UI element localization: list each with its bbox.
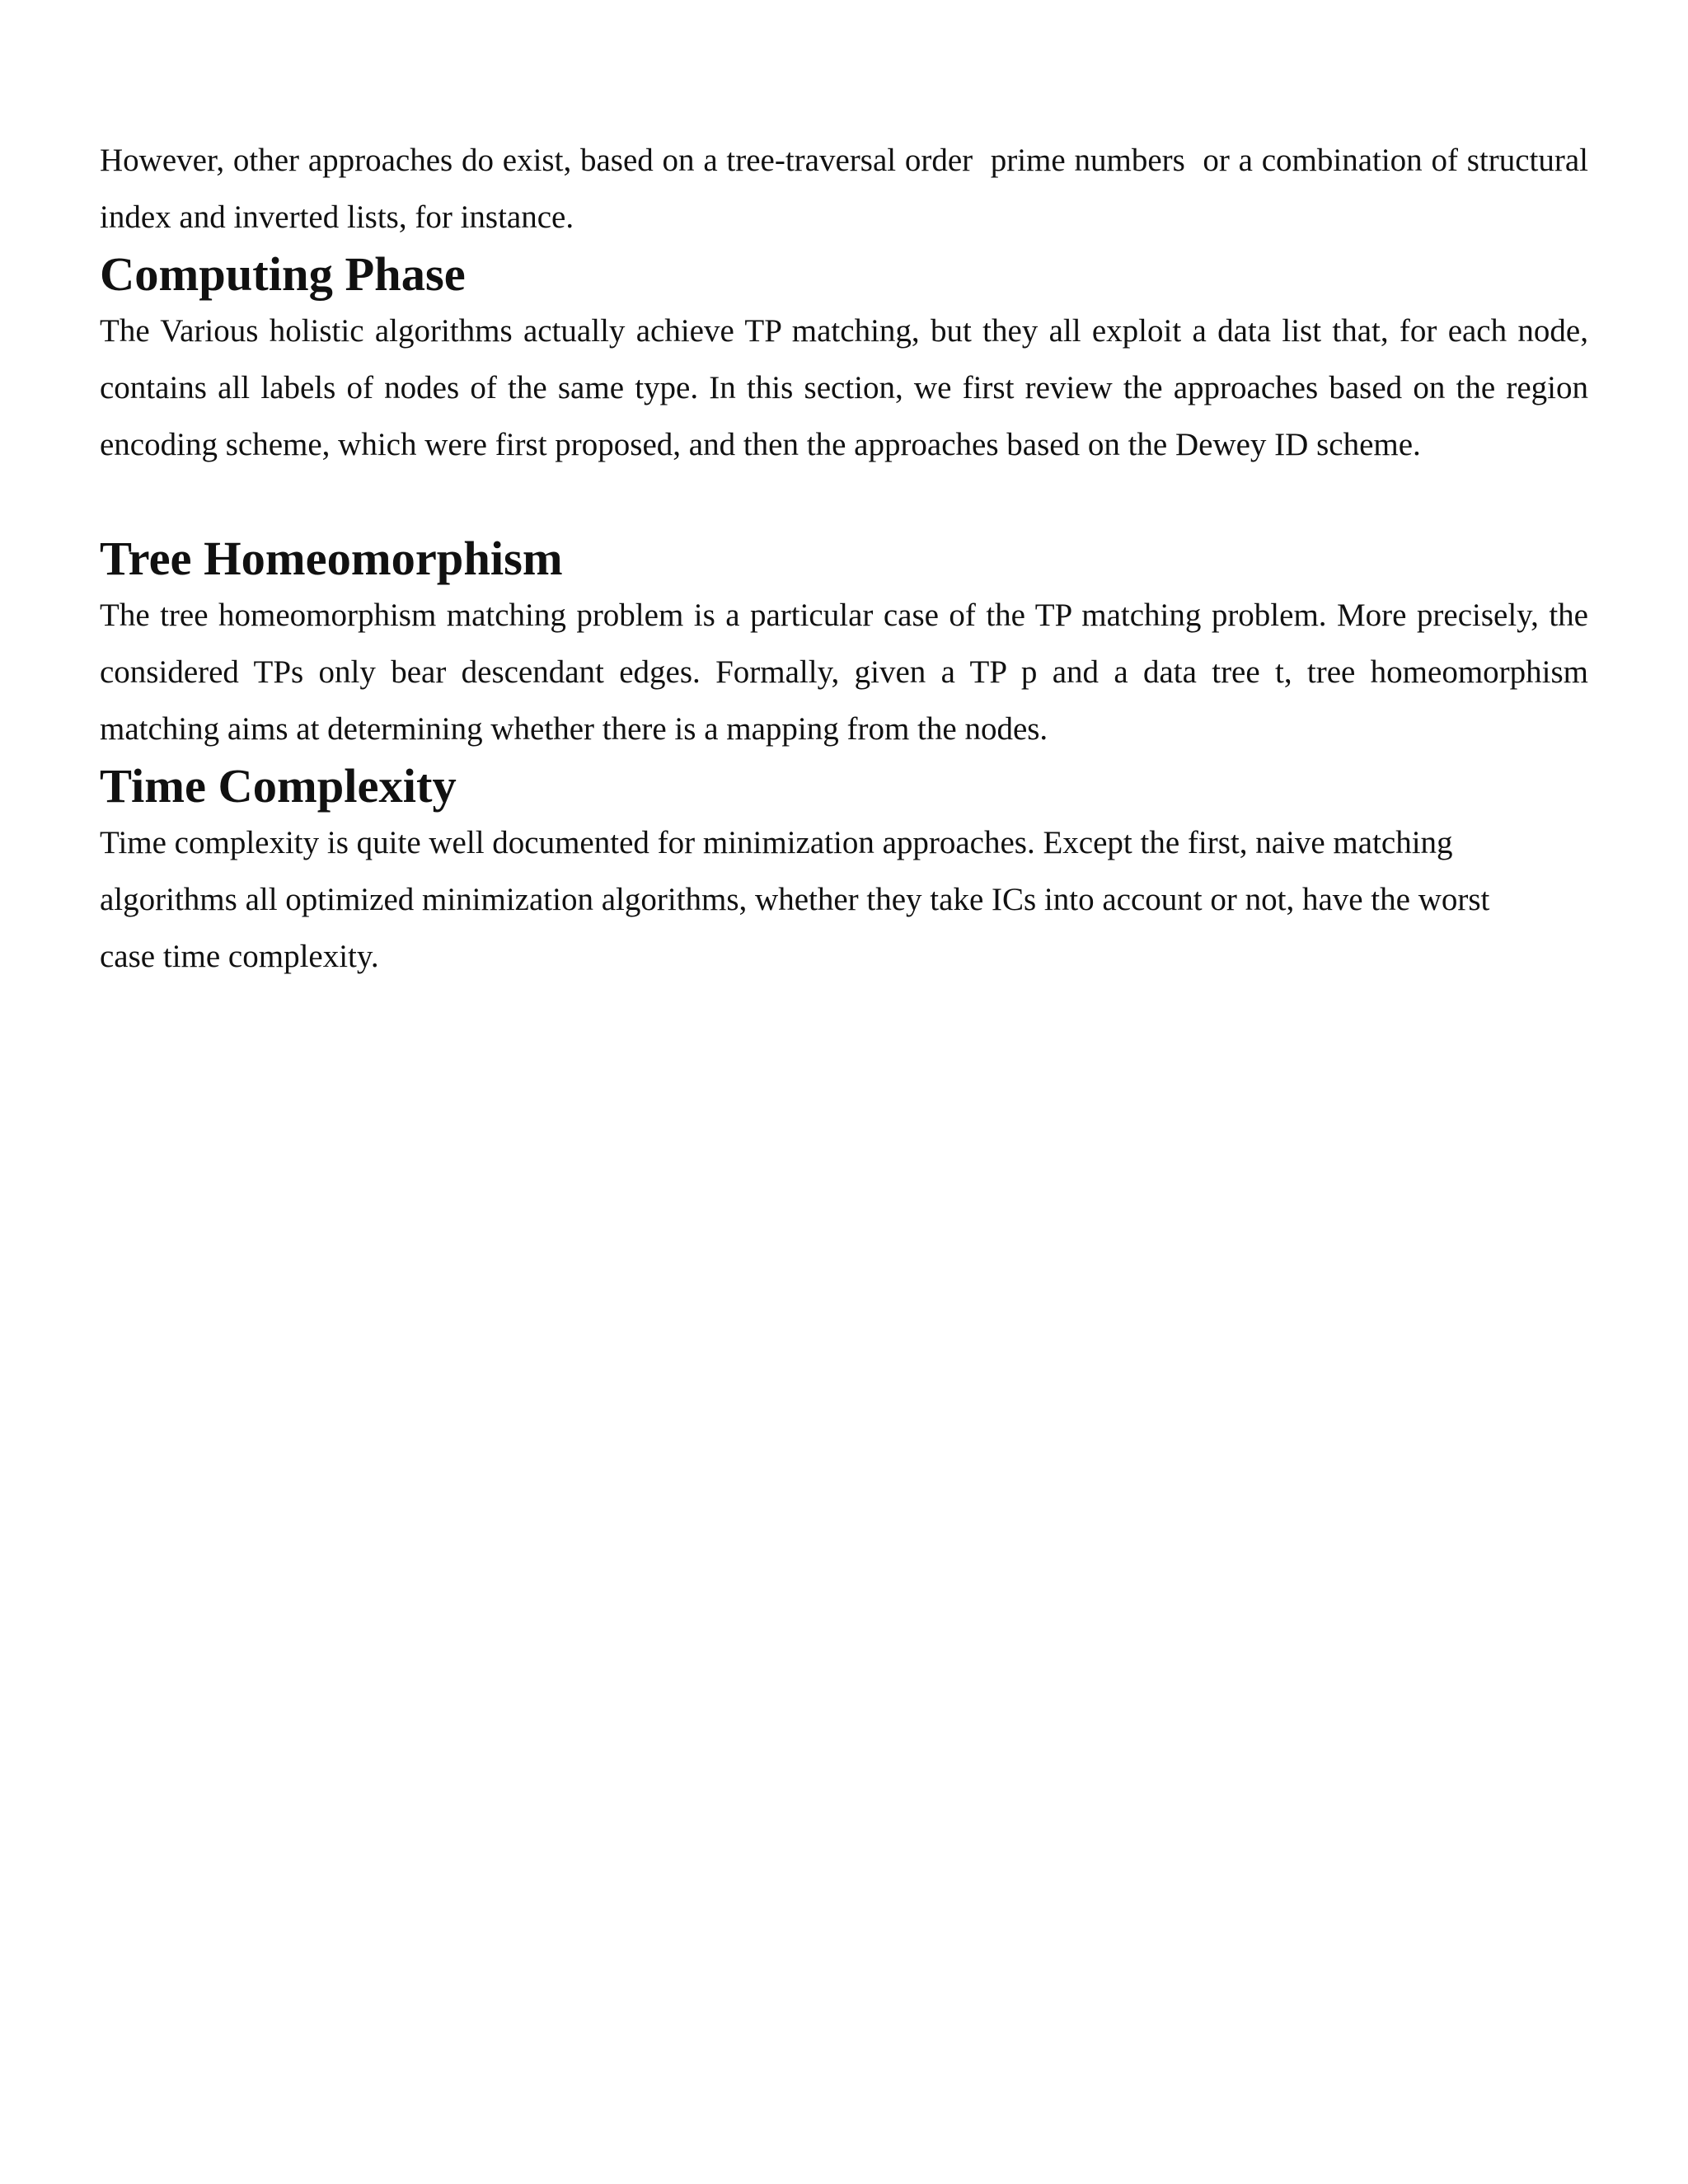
section-body-tree-homeomorphism: The tree homeomorphism matching problem is a particular case of the TP matching problem. More precisely, the considered TPs only bear descendant edges. Formally, given a TP p and a data tree t, tree homeomorphism matching aims at determining whether there is a mapping from the nodes.	[100, 598, 1588, 747]
section-heading-computing-phase: Computing Phase	[100, 247, 466, 301]
document-page	[100, 132, 1597, 985]
section-heading-time-complexity: Time Complexity	[100, 759, 457, 813]
section-body-computing-phase: The Various holistic algorithms actually achieve TP matching, but they all exploit a data list that, for each node, contains all labels of nodes of the same type. In this section, we first review the approaches based on the region encoding scheme, which were first proposed, and then the approaches based on the Dewey ID scheme.	[100, 313, 1588, 462]
section-heading-tree-homeomorphism: Tree Homeomorphism	[100, 532, 563, 585]
intro-paragraph: However, other approaches do exist, based on a tree-traversal order prime numbers or a combination of structural index and inverted lists, for instance.	[100, 143, 1597, 235]
section-body-time-complexity: Time complexity is quite well documented for minimization approaches. Except the first, naive matching algorithms all optimized minimization algorithms, whether they take ICs into account or not, have the worst case time complexity.	[100, 825, 1490, 974]
paragraph-spacer	[100, 473, 1588, 530]
